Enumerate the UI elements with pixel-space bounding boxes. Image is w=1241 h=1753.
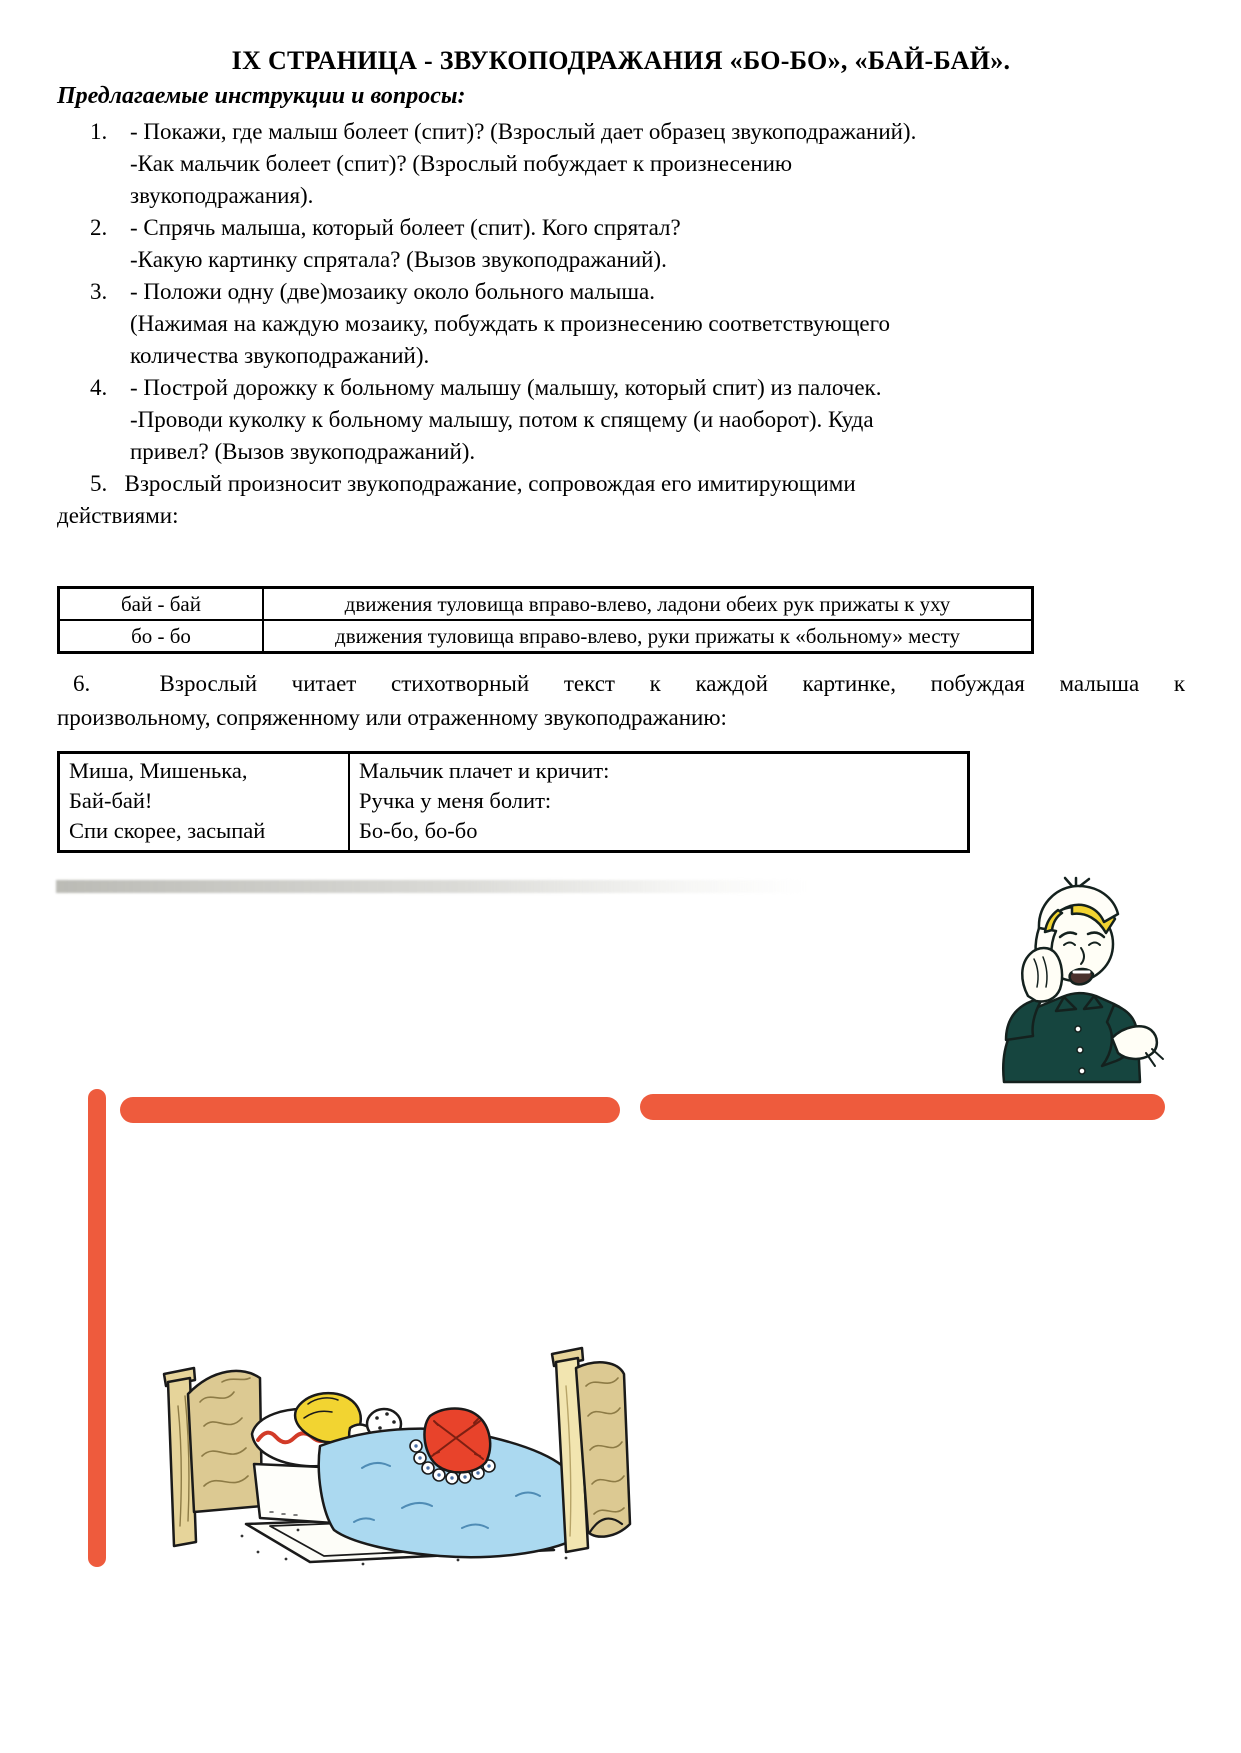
scan-smudge-artifact	[56, 880, 808, 893]
gesture-table	[57, 586, 1034, 654]
red-marker-bar-left	[120, 1097, 620, 1123]
instruction-line: действиями:	[57, 503, 179, 528]
instruction-item-6	[57, 667, 1185, 735]
page-title: IX СТРАНИЦА - ЗВУКОПОДРАЖАНИЯ «БО-БО», «БАЙ-БАЙ».	[231, 46, 1011, 75]
instruction-line: -Какую картинку спрятала? (Вызов звукоподражаний).	[130, 247, 667, 272]
item-number: 1.	[90, 119, 108, 144]
poem-line: Ручка у меня болит:	[359, 788, 552, 813]
crying-boy-illustration	[976, 876, 1168, 1084]
instruction-item-3	[57, 276, 1185, 372]
sleeping-child-bed-illustration	[158, 1316, 636, 1568]
instruction-item-1	[57, 116, 1185, 212]
poem-left-cell	[59, 753, 350, 852]
instruction-line: -Как мальчик болеет (спит)? (Взрослый побуждает к произнесению	[130, 151, 793, 176]
item-number: 2.	[90, 215, 108, 240]
instruction-line: (Нажимая на каждую мозаику, побуждать к произнесению соответствующего	[130, 311, 890, 336]
instruction-line: количества звукоподражаний).	[130, 343, 430, 368]
instruction-line: - Положи одну (две)мозаику около больного малыша.	[130, 279, 656, 304]
instruction-line: - Спрячь малыша, который болеет (спит). Кого спрятал?	[130, 215, 681, 240]
section-subtitle: Предлагаемые инструкции и вопросы:	[57, 83, 466, 109]
gesture-sound-cell: бо - бо	[59, 620, 264, 653]
instruction-line: - Покажи, где малыш болеет (спит)? (Взрослый дает образец звукоподражаний).	[130, 119, 917, 144]
poem-line: Бо-бо, бо-бо	[359, 818, 478, 843]
gesture-action-cell: движения туловища вправо-влево, ладони обеих рук прижаты к уху	[263, 588, 1033, 621]
poem-table	[57, 751, 970, 853]
poem-line: Бай-бай!	[69, 788, 153, 813]
instruction-line: - Построй дорожку к больному малышу (малышу, который спит) из палочек.	[130, 375, 882, 400]
poem-right-cell	[349, 753, 969, 852]
gesture-sound-cell: бай - бай	[59, 588, 264, 621]
red-marker-bar-vertical	[88, 1089, 106, 1567]
instruction-line: звукоподражания).	[130, 183, 314, 208]
poem-line: Мальчик плачет и кричит:	[359, 758, 610, 783]
text-content	[0, 0, 1241, 853]
item-number: 3.	[90, 279, 108, 304]
instruction-item-4	[57, 372, 1185, 468]
instruction-line: 6. Взрослый читает стихотворный текст к каждой картинке, побуждая малыша к	[73, 671, 1185, 696]
gesture-action-cell: движения туловища вправо-влево, руки прижаты к «больному» месту	[263, 620, 1033, 653]
table-row	[59, 620, 1033, 653]
instruction-line: произвольному, сопряженному или отраженному звукоподражанию:	[57, 705, 727, 730]
instruction-list	[57, 116, 1185, 468]
instruction-line: 5. Взрослый произносит звукоподражание, сопровождая его имитирующими	[90, 471, 856, 496]
table-row	[59, 588, 1033, 621]
instruction-item-5	[57, 468, 1185, 532]
instruction-item-2	[57, 212, 1185, 276]
instruction-line: -Проводи куколку к больному малышу, потом к спящему (и наоборот). Куда	[130, 407, 874, 432]
instruction-line: привел? (Вызов звукоподражаний).	[130, 439, 476, 464]
table-row	[59, 753, 969, 852]
poem-line: Спи скорее, засыпай	[69, 818, 266, 843]
red-marker-bar-right	[640, 1094, 1165, 1120]
poem-line: Миша, Мишенька,	[69, 758, 248, 783]
item-number: 4.	[90, 375, 108, 400]
